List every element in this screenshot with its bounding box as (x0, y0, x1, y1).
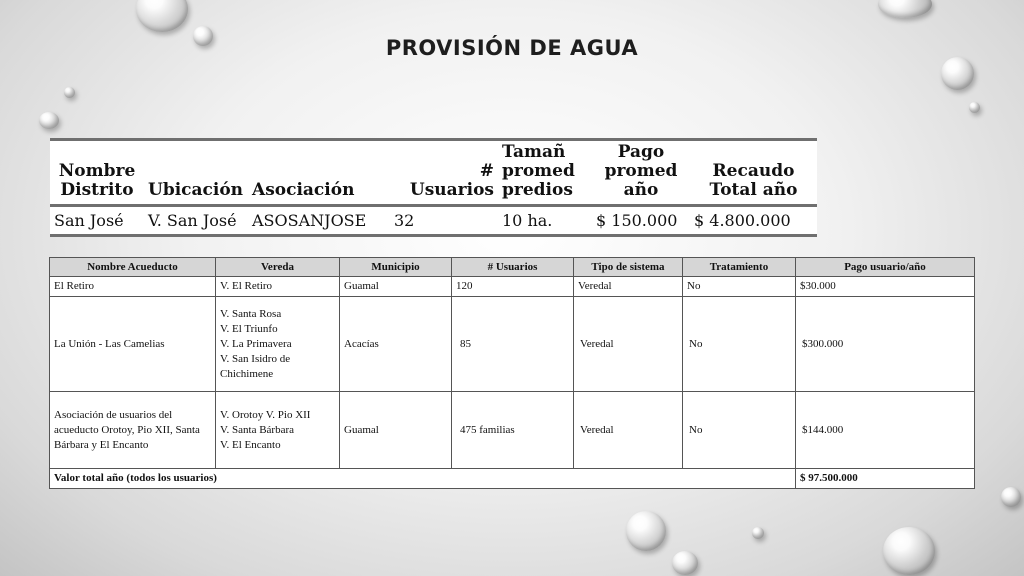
summary-header-cell: Ubicación (144, 140, 248, 206)
aqueduct-municipio: Acacías (340, 297, 452, 392)
water-drop-decoration (626, 511, 666, 551)
aqueduct-tipo: Veredal (574, 277, 683, 297)
aqueduct-table (49, 257, 975, 489)
total-label: Valor total año (todos los usuarios) (50, 469, 796, 489)
water-drop-decoration (752, 527, 764, 539)
summary-header-cell: Nombre Distrito (50, 140, 144, 206)
aqueduct-tratamiento: No (683, 277, 796, 297)
aqueduct-vereda (216, 297, 340, 392)
summary-cell: ASOSANJOSE (248, 206, 390, 236)
vereda-item: V. El Triunfo (220, 322, 278, 335)
vereda-item: V. Santa Bárbara (220, 423, 295, 436)
aqueduct-name: La Unión - Las Camelias (50, 297, 216, 392)
slide-title: PROVISIÓN DE AGUA (385, 36, 639, 60)
aqueduct-header-cell: Tipo de sistema (574, 258, 683, 277)
summary-header-cell: Tamañ promed predios (498, 140, 592, 206)
aqueduct-header-cell: Municipio (340, 258, 452, 277)
summary-cell: $ 4.800.000 (690, 206, 817, 236)
summary-cell: San José (50, 206, 144, 236)
summary-table (50, 138, 817, 237)
total-row (50, 469, 975, 489)
aqueduct-usuarios: 120 (452, 277, 574, 297)
aqueduct-pago: $30.000 (796, 277, 975, 297)
aqueduct-tipo: Veredal (574, 297, 683, 392)
table-row (50, 277, 975, 297)
water-drop-decoration (969, 102, 980, 113)
summary-header-cell: # Usuarios (390, 140, 498, 206)
summary-cell: 32 (390, 206, 498, 236)
aqueduct-header-cell: Nombre Acueducto (50, 258, 216, 277)
aqueduct-tipo: Veredal (574, 392, 683, 469)
aqueduct-header-cell: # Usuarios (452, 258, 574, 277)
vereda-item: V. San Isidro de Chichimene (220, 352, 291, 380)
summary-cell: $ 150.000 (592, 206, 690, 236)
aqueduct-name: Asociación de usuarios del acueducto Orotoy, Pio XII, Santa Bárbara y El Encanto (50, 392, 216, 469)
aqueduct-header-cell: Tratamiento (683, 258, 796, 277)
aqueduct-vereda (216, 392, 340, 469)
water-drop-decoration (878, 0, 932, 18)
aqueduct-municipio: Guamal (340, 392, 452, 469)
summary-cell: V. San José (144, 206, 248, 236)
vereda-item: V. Orotoy V. Pio XII (220, 408, 311, 421)
aqueduct-pago: $144.000 (796, 392, 975, 469)
aqueduct-tratamiento: No (683, 297, 796, 392)
aqueduct-vereda: V. El Retiro (216, 277, 340, 297)
water-drop-decoration (941, 57, 974, 90)
table-row (50, 392, 975, 469)
aqueduct-pago: $300.000 (796, 297, 975, 392)
summary-header-cell: Asociación (248, 140, 390, 206)
aqueduct-municipio: Guamal (340, 277, 452, 297)
vereda-item: V. El Encanto (220, 438, 281, 451)
table-row (50, 297, 975, 392)
water-drop-decoration (136, 0, 188, 32)
summary-row (50, 206, 817, 236)
water-drop-decoration (39, 112, 59, 129)
total-value: $ 97.500.000 (796, 469, 975, 489)
aqueduct-name: El Retiro (50, 277, 216, 297)
water-drop-decoration (883, 527, 935, 575)
vereda-item: V. Santa Rosa (220, 307, 282, 320)
aqueduct-usuarios: 475 familias (452, 392, 574, 469)
summary-table-image (50, 138, 817, 234)
water-drop-decoration (672, 551, 698, 575)
summary-cell: 10 ha. (498, 206, 592, 236)
summary-header-cell: Recaudo Total año (690, 140, 817, 206)
aqueduct-usuarios: 85 (452, 297, 574, 392)
aqueduct-header-cell: Vereda (216, 258, 340, 277)
water-drop-decoration (64, 87, 75, 98)
aqueduct-tratamiento: No (683, 392, 796, 469)
water-drop-decoration (1001, 487, 1021, 507)
aqueduct-header-cell: Pago usuario/año (796, 258, 975, 277)
summary-header-cell: Pago promed año (592, 140, 690, 206)
vereda-item: V. La Primavera (220, 337, 292, 350)
